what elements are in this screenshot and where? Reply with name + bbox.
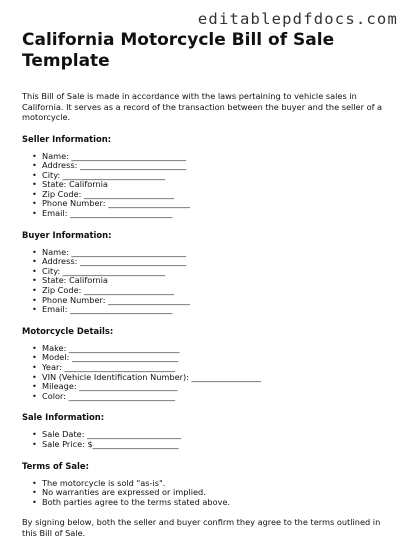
- motorcycle-list: [22, 344, 392, 402]
- terms-heading: Terms of Sale:: [22, 460, 89, 471]
- motorcycle-model-field[interactable]: • Model: __________________________: [42, 353, 392, 363]
- page-title: California Motorcycle Bill of Sale Template: [22, 30, 335, 71]
- motorcycle-mileage-field[interactable]: • Mileage: ________________________: [42, 382, 392, 392]
- seller-zip-field[interactable]: • Zip Code: ______________________: [42, 190, 392, 200]
- seller-city-field[interactable]: • City: _________________________: [42, 171, 392, 181]
- buyer-email-field[interactable]: • Email: _________________________: [42, 305, 392, 315]
- terms-item: • No warranties are expressed or implied.: [42, 488, 392, 498]
- buyer-name-field[interactable]: • Name: ____________________________: [42, 248, 392, 258]
- motorcycle-make-field[interactable]: • Make: ___________________________: [42, 344, 392, 354]
- closing-paragraph: By signing below, both the seller and buyer confirm they agree to the terms outlined in this Bill of Sale.: [22, 517, 381, 538]
- sale-price-field[interactable]: • Sale Price: $_____________________: [42, 440, 392, 450]
- seller-phone-field[interactable]: • Phone Number: ____________________: [42, 199, 392, 209]
- buyer-zip-field[interactable]: • Zip Code: ______________________: [42, 286, 392, 296]
- terms-item: • Both parties agree to the terms stated above.: [42, 498, 392, 508]
- buyer-address-field[interactable]: • Address: __________________________: [42, 257, 392, 267]
- watermark: editablepdfdocs.com: [197, 10, 398, 28]
- seller-list: [22, 152, 392, 219]
- sale-heading: Sale Information:: [22, 412, 105, 423]
- terms-item: • The motorcycle is sold "as-is".: [42, 479, 392, 489]
- seller-email-field[interactable]: • Email: _________________________: [42, 209, 392, 219]
- motorcycle-color-field[interactable]: • Color: __________________________: [42, 392, 392, 402]
- seller-address-field[interactable]: • Address: __________________________: [42, 161, 392, 171]
- seller-name-field[interactable]: • Name: ____________________________: [42, 152, 392, 162]
- motorcycle-heading: Motorcycle Details:: [22, 325, 114, 336]
- seller-state-field: • State: California: [42, 180, 392, 190]
- buyer-state-field: • State: California: [42, 276, 392, 286]
- intro-paragraph: This Bill of Sale is made in accordance with the laws pertaining to vehicle sales in California. It serves as a record of the transaction between the buyer and the seller of a motorcycle.: [22, 91, 383, 122]
- sale-date-field[interactable]: • Sale Date: _______________________: [42, 430, 392, 440]
- buyer-heading: Buyer Information:: [22, 229, 112, 240]
- document-page: [22, 30, 392, 538]
- sale-list: [22, 430, 392, 449]
- seller-heading: Seller Information:: [22, 133, 112, 144]
- motorcycle-year-field[interactable]: • Year: ___________________________: [42, 363, 392, 373]
- buyer-phone-field[interactable]: • Phone Number: ____________________: [42, 296, 392, 306]
- motorcycle-vin-field[interactable]: • VIN (Vehicle Identification Number): _________________: [42, 373, 392, 383]
- buyer-list: [22, 248, 392, 315]
- buyer-city-field[interactable]: • City: _________________________: [42, 267, 392, 277]
- terms-list: [22, 479, 392, 508]
